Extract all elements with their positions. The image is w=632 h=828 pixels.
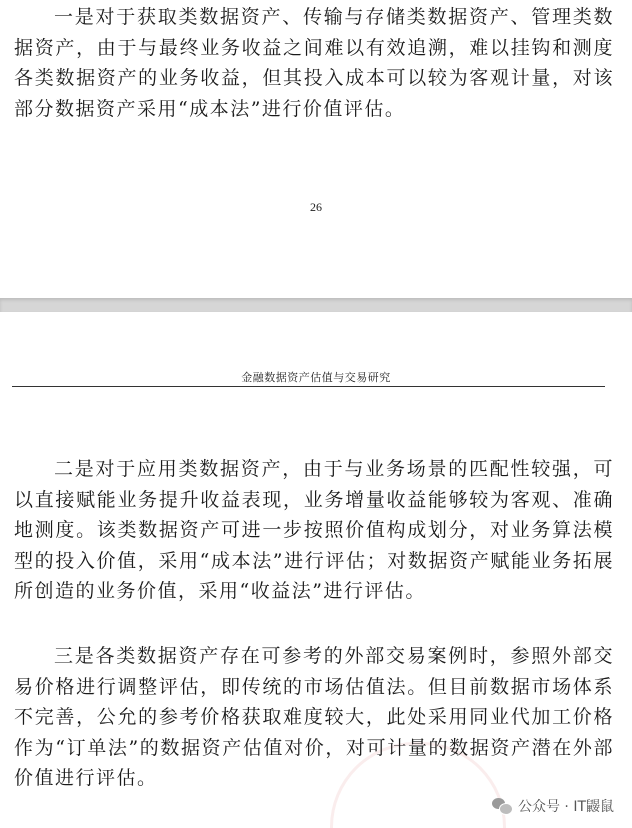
source-badge	[492, 796, 614, 816]
page-number: 26	[310, 200, 322, 214]
paragraph-application-assets: 二是对于应用类数据资产，由于与业务场景的匹配性较强，可以直接赋能业务提升收益表现，业务增量收益能够较为客观、准确地测度。该类数据资产可进一步按照价值构成划分，对业务算法模型的投入价值，采用“成本法”进行评估；对数据资产赋能业务拓展所创造的业务价值，采用“收益法”进行评估。	[14, 458, 614, 602]
document-page-bottom	[0, 312, 632, 828]
page-separator	[0, 298, 632, 312]
running-header: 金融数据资产估值与交易研究	[241, 371, 391, 384]
paragraph-cost-method: 一是对于获取类数据资产、传输与存储类数据资产、管理类数据资产，由于与最终业务收益之间难以有效追溯，难以挂钩和测度各类数据资产的业务收益，但其投入成本可以较为客观计量，对该部分数据资产采用“成本法”进行价值评估。	[14, 6, 614, 120]
badge-text: 公众号 · IT鼹鼠	[517, 799, 614, 815]
wechat-icon	[492, 797, 512, 815]
header-rule	[12, 386, 605, 387]
paragraph-market-method: 三是各类数据资产存在可参考的外部交易案例时，参照外部交易价格进行调整评估，即传统的市场估值法。但目前数据市场体系不完善，公允的参考价格获取难度较大，此处采用同业代加工价格作为“订单法”的数据资产估值对价，对可计量的数据资产潜在外部价值进行评估。	[14, 645, 614, 789]
document-page-top	[0, 0, 632, 298]
